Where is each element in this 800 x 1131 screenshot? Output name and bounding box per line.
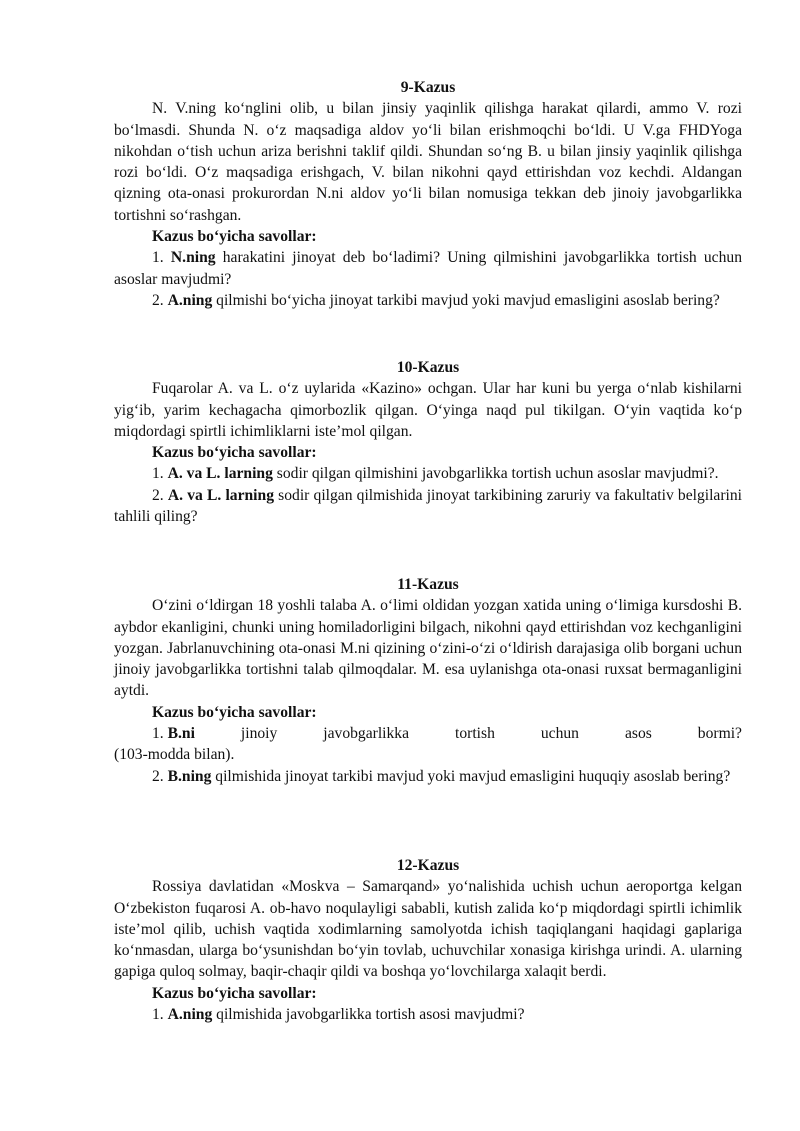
questions-heading: Kazus bo‘yicha savollar: — [152, 228, 317, 246]
question-2: 2. B.ning qilmishida jinoyat tarkibi mavjud yoki mavjud emasligini huquqiy asoslab bering? — [152, 767, 731, 785]
case-11 — [114, 574, 742, 787]
case-title: 11-Kazus — [397, 576, 459, 593]
questions-heading: Kazus bo‘yicha savollar: — [152, 703, 317, 721]
case-body: O‘zini o‘ldirgan 18 yoshli talaba A. o‘limi oldidan yozgan xatida uning o‘limiga kursdoshi B. aybdor ekanligini, chunki uning homiladorligini bilgach, nikohni qayd ettirishdan voz kechganligini yozgan. Jabrlanuvchining ota-onasi M.ni qizining o‘zini-o‘zi o‘ldirish darajasiga olib borgani uchun jinoiy javobgarlikka tortishni talab qilmoqdalar. M. esa uylanishga ota-onasi ruxsat bermaganligini aytdi. — [114, 597, 742, 700]
question-1-cont: (103-modda bilan). — [114, 746, 235, 764]
case-title: 9-Kazus — [400, 79, 456, 96]
question-1: 1. A. va L. larning sodir qilgan qilmishini javobgarlikka tortish uchun asoslar mavjudmi?. — [152, 465, 719, 483]
question-2: 2. A.ning qilmishi bo‘yicha jinoyat tarkibi mavjud yoki mavjud emasligini asoslab bering? — [152, 291, 720, 309]
question-1: 1. A.ning qilmishida javobgarlikka tortish asosi mavjudmi? — [152, 1006, 525, 1024]
case-body: Rossiya davlatidan «Moskva – Samarqand» yo‘nalishida uchish uchun aeroportga kelgan O‘zbekiston fuqarosi A. ob-havo noqulayligi sababli, kutish zalida ko‘p miqdordagi spirtli ichimlik iste’mol qilib, uchish vaqtida xodimlarning samolyotda ichish taqiqlangani haqidagi gaplariga ko‘nmasdan, ularga bo‘ysunishdan bo‘yin tovlab, uchuvchilar xonasiga kirishga urindi. A. ularning gapiga quloq solmay, baqir-chaqir qildi va boshqa yo‘lovchilarga xalaqit berdi. — [114, 878, 742, 981]
case-12 — [114, 855, 742, 1025]
questions-heading: Kazus bo‘yicha savollar: — [152, 444, 317, 462]
question-1: 1. N.ning harakatini jinoyat deb bo‘ladimi? Uning qilmishini javobgarlikka tortish uchun asoslar mavjudmi? — [114, 249, 742, 288]
case-title: 10-Kazus — [396, 359, 460, 376]
case-10 — [114, 357, 742, 527]
case-9 — [114, 77, 742, 311]
case-title: 12-Kazus — [396, 857, 460, 874]
question-2: 2. A. va L. larning sodir qilgan qilmishida jinoyat tarkibining zaruriy va fakultativ belgilarini tahlili qiling? — [114, 486, 743, 526]
questions-heading: Kazus bo‘yicha savollar: — [152, 984, 317, 1002]
case-body: N. V.ning ko‘nglini olib, u bilan jinsiy yaqinlik qilishga harakat qilardi, ammo V. rozi bo‘lmasdi. Shunda N. o‘z maqsadiga aldov yo‘li bilan erishmoqchi bo‘ldi. U V.ga FHDYoga nikohdan o‘tish uchun ariza berishni taklif qildi. Shundan so‘ng B. u bilan jinsiy yaqinlik qilishga rozi bo‘ldi. O‘z maqsadiga erishgach, V. bilan nikohni qayd ettirishdan voz kechdi. Aldangan qizning ota-onasi prokurordan N.ni aldov yo‘li bilan nomusiga tekkan deb jinoiy javobgarlikka tortishni so‘rashgan. — [114, 100, 742, 224]
case-body: Fuqarolar A. va L. o‘z uylarida «Kazino» ochgan. Ular har kuni bu yerga o‘nlab kishilarni yig‘ib, yarim kechagacha qimorbozlik qilgan. O‘yinga naqd pul tikilgan. O‘yin vaqtida ko‘p miqdordagi spirtli ichimliklarni iste’mol qilgan. — [114, 380, 742, 440]
question-1-line: 1. B.ni jinoiy javobgarlikka tortish uchun asos bormi? — [152, 725, 742, 743]
